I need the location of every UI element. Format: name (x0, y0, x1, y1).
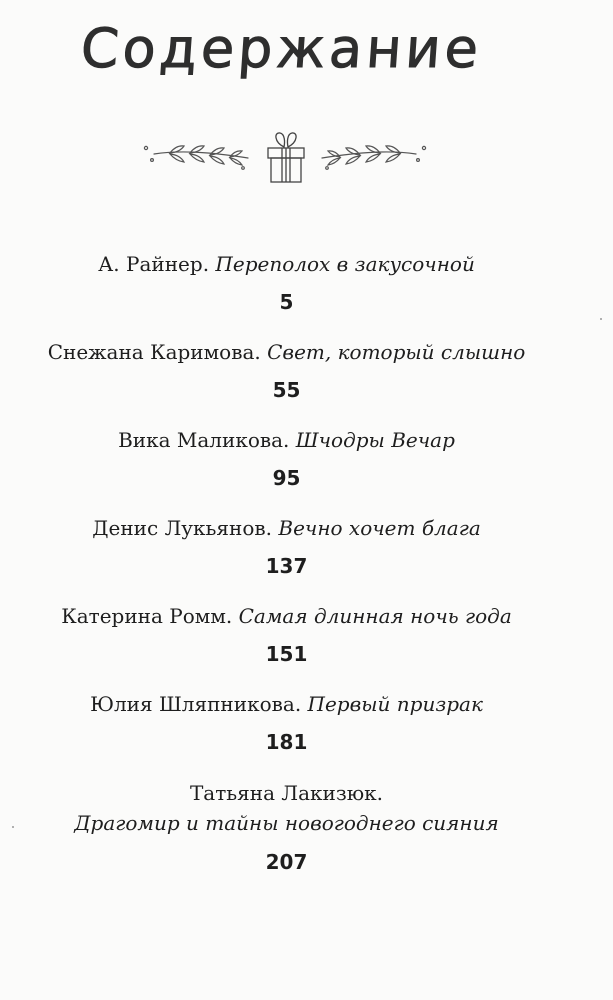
entry-page-number: 5 (279, 290, 294, 314)
toc-entry[interactable] (0, 338, 573, 404)
entry-page-number: 151 (265, 642, 308, 666)
entry-title (0, 514, 573, 542)
entry-author: Вика Маликова. (118, 428, 290, 452)
toc-entry[interactable] (0, 690, 573, 756)
entry-author: Денис Лукьянов. (92, 516, 273, 540)
paper-speck (600, 318, 602, 320)
entry-work: Переполох в закусочной (215, 252, 475, 276)
toc-entry[interactable] (0, 778, 573, 876)
entry-title (0, 778, 573, 838)
entry-author: Татьяна Лакизюк. (189, 781, 384, 805)
entry-work: Шчодры Вечар (295, 428, 455, 452)
gift-ornament (140, 128, 430, 184)
toc-entry[interactable] (0, 602, 573, 668)
paper-speck (12, 826, 14, 828)
entry-title (0, 338, 573, 366)
entry-title (0, 426, 573, 454)
entry-title (0, 690, 573, 718)
gift-box-icon (268, 133, 304, 182)
toc-entry[interactable] (0, 250, 573, 316)
entry-work: Свет, который слышно (267, 340, 526, 364)
entry-page-number: 207 (265, 850, 308, 874)
entry-work: Вечно хочет блага (278, 516, 481, 540)
table-of-contents (0, 250, 573, 898)
entry-title (0, 602, 573, 630)
toc-entry[interactable] (0, 514, 573, 580)
page-title: Содержание (78, 17, 485, 80)
entry-page-number: 55 (272, 378, 301, 402)
toc-entry[interactable] (0, 426, 573, 492)
entry-work: Самая длинная ночь года (238, 604, 512, 628)
entry-page-number: 95 (272, 466, 301, 490)
entry-author: Катерина Ромм. (61, 604, 233, 628)
entry-work: Драгомир и тайны новогоднего сияния (74, 811, 499, 835)
entry-page-number: 181 (265, 730, 308, 754)
entry-author: Юлия Шляпникова. (90, 692, 302, 716)
laurel-branch-icon (322, 146, 426, 169)
entry-author: Снежана Каримова. (47, 340, 261, 364)
laurel-branch-icon (144, 146, 248, 169)
entry-title (0, 250, 573, 278)
entry-page-number: 137 (265, 554, 308, 578)
entry-work: Первый призрак (307, 692, 483, 716)
entry-author: А. Райнер. (98, 252, 210, 276)
